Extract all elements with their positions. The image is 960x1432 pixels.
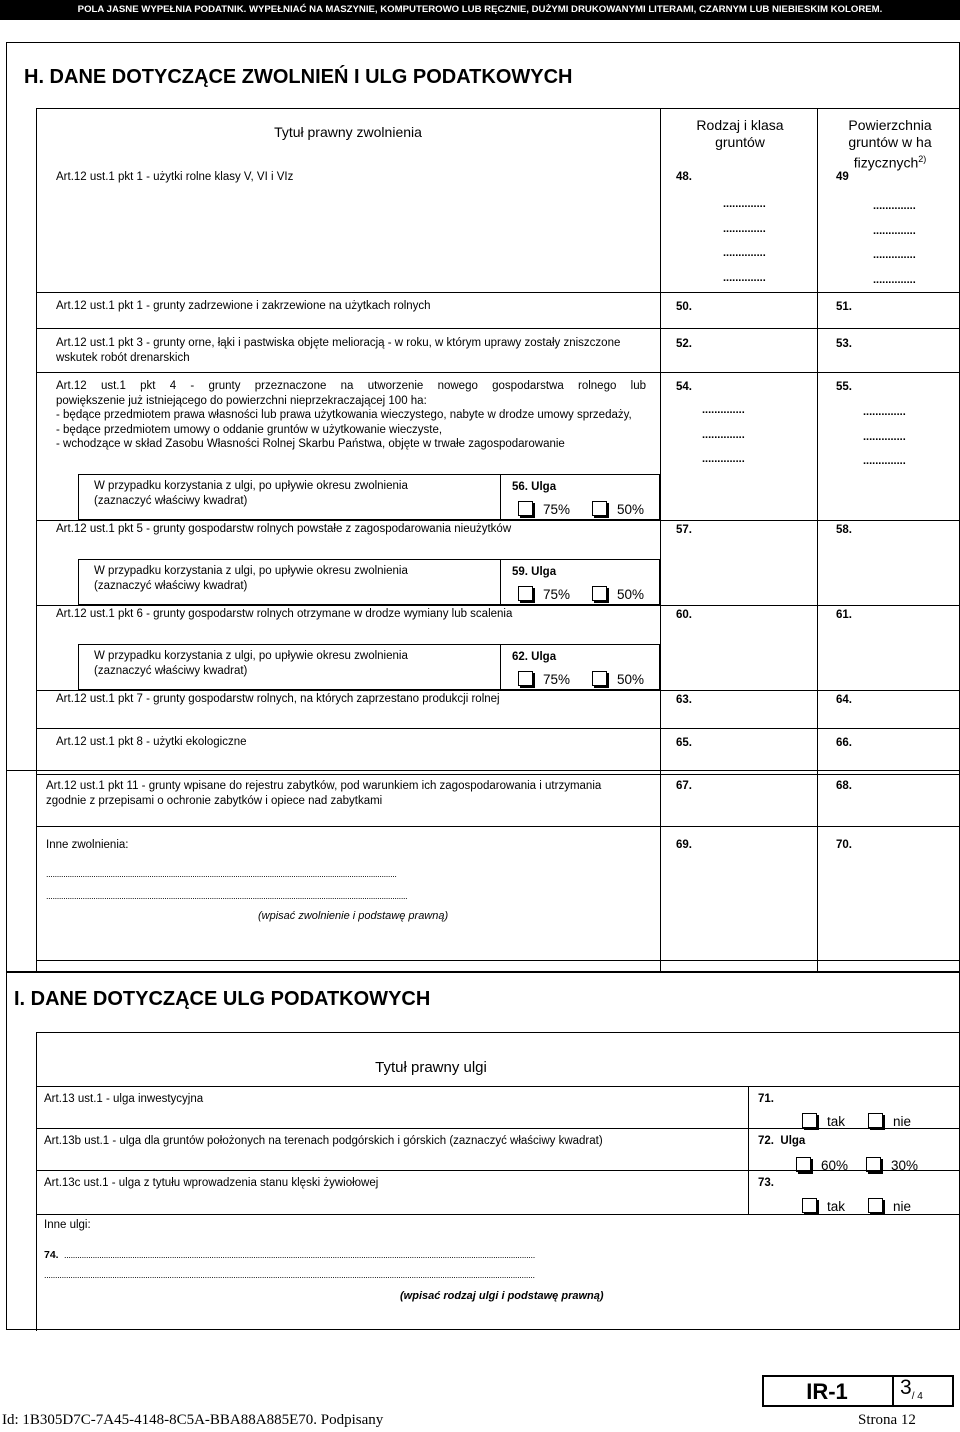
field-number-73: 73. xyxy=(758,1177,774,1189)
col-header-ulga: Tytuł prawny ulgi xyxy=(375,1059,487,1076)
col-header-kind: Rodzaj i klasa gruntów xyxy=(696,117,784,150)
row-label-54 xyxy=(56,379,646,452)
option-nie-71[interactable] xyxy=(868,1113,911,1129)
dots-line: .............. xyxy=(702,428,745,441)
col-header-area xyxy=(825,117,955,172)
ulga-sub: (zaznaczyć właściwy kwadrat) xyxy=(94,665,248,677)
field-number-61: 61. xyxy=(836,609,852,621)
row-divider xyxy=(36,1214,960,1215)
row-54-line: - będące przedmiotem umowy o oddanie gruntów w użytkowanie wieczyste, xyxy=(56,423,443,436)
field-number-68: 68. xyxy=(836,780,852,792)
dots-line: .............. xyxy=(873,249,916,261)
option-label: 75% xyxy=(543,502,571,517)
field-number-54: 54. xyxy=(676,381,692,393)
dots-line: .............. xyxy=(723,271,766,284)
document-id: Id: 1B305D7C-7A45-4148-8C5A-BBA88A885E70. Podpisany xyxy=(2,1412,384,1428)
col-divider xyxy=(817,108,818,972)
row-label-57: Art.12 ust.1 pkt 5 - grunty gospodarstw rolnych powstałe z zagospodarowania nieużytków xyxy=(56,523,512,535)
checkbox[interactable] xyxy=(592,671,607,686)
dots-line: .............. xyxy=(873,273,916,286)
field-number-65: 65. xyxy=(676,737,692,749)
footer-divider xyxy=(892,1375,894,1407)
other-ulgi-hint: (wpisać rodzaj ulgi i podstawę prawną) xyxy=(400,1290,604,1302)
field-number-64: 64. xyxy=(836,694,852,706)
ulga-row-label-72 xyxy=(44,1134,603,1149)
field-number-72 xyxy=(758,1134,805,1149)
row-divider xyxy=(36,372,960,373)
other-exemptions-label: Inne zwolnienia: xyxy=(46,839,129,851)
ulga-row-72-main: Art.13b ust.1 - ulga dla gruntów położonych na terenach podgórskich i górskich xyxy=(44,1135,447,1147)
field-number-48: 48. xyxy=(676,171,692,183)
row-54-line: - będące przedmiotem prawa własności lub prawa użytkowania wieczystego, nabyte w drodze umowy sprzedaży, xyxy=(56,409,632,421)
ulga-divider xyxy=(500,474,501,520)
field-number-57: 57. xyxy=(676,524,692,536)
row-54-line: - wchodzące w skład Zasobu Własności Rolnej Skarbu Państwa, objęte w trwałe zagospodarowanie xyxy=(56,438,565,450)
field-number-58: 58. xyxy=(836,524,852,536)
field-number-51: 51. xyxy=(836,301,852,313)
field-48-input[interactable] xyxy=(723,192,813,290)
dots-line: .............. xyxy=(702,453,745,465)
row-divider xyxy=(36,960,960,961)
page-current: 3 xyxy=(900,1376,912,1399)
checkbox[interactable] xyxy=(518,501,533,516)
section-i-title: I. DANE DOTYCZĄCE ULG PODATKOWYCH xyxy=(14,988,431,1010)
page-strona: Strona 12 xyxy=(858,1412,916,1428)
option-tak-71[interactable] xyxy=(802,1113,845,1129)
instruction-banner: POLA JASNE WYPEŁNIA PODATNIK. WYPEŁNIAĆ NA MASZYNIE, KOMPUTEROWO LUB RĘCZNIE, DUŻYMI DRUKOWANYMI LITERAMI, CZARNYM LUB NIEBIESKIM KOLOREM. xyxy=(0,0,960,20)
field-number-69: 69. xyxy=(676,839,692,851)
row-label-52: Art.12 ust.1 pkt 3 - grunty orne, łąki i pastwiska objęte melioracją - w roku, w którym uprawy zostały zniszczone wskutek robót drenarskich xyxy=(56,337,621,364)
field-number-74: 74. xyxy=(44,1249,59,1261)
option-label: 75% xyxy=(543,672,571,687)
option-label: tak xyxy=(827,1199,846,1214)
row-divider xyxy=(36,826,960,827)
field-number-59: 59. Ulga xyxy=(512,566,557,578)
field-number-55: 55. xyxy=(836,381,852,393)
ulga-sub: (zaznaczyć właściwy kwadrat) xyxy=(94,495,248,507)
section-h-title: H. DANE DOTYCZĄCE ZWOLNIEŃ I ULG PODATKOWYCH xyxy=(24,66,573,88)
option-50-62[interactable] xyxy=(592,671,644,687)
other-exemptions-dots-1[interactable]: ................................................................................................................................................................... xyxy=(46,869,397,879)
row-label-65: Art.12 ust.1 pkt 8 - użytki ekologiczne xyxy=(56,736,247,748)
row-divider xyxy=(36,774,960,775)
row-divider xyxy=(36,328,960,329)
row-divider xyxy=(36,1170,960,1171)
col-divider xyxy=(660,108,661,972)
checkbox[interactable] xyxy=(518,586,533,601)
row-divider xyxy=(36,292,960,293)
row-divider xyxy=(36,690,960,691)
option-label: tak xyxy=(827,1114,846,1129)
row-label-67: Art.12 ust.1 pkt 11 - grunty wpisane do rejestru zabytków, pod warunkiem ich zagospodarowania i utrzymania zgodnie z przepisami o ochronie zabytków i opiece nad zabytkami xyxy=(46,780,602,807)
ulga-row-label-71: Art.13 ust.1 - ulga inwestycyjna xyxy=(44,1093,204,1105)
row-label-48: Art.12 ust.1 pkt 1 - użytki rolne klasy V, VI i VIz xyxy=(56,171,294,183)
dots-line: .............. xyxy=(863,455,906,467)
row-divider xyxy=(36,728,960,729)
page-total: / 4 xyxy=(911,1391,923,1402)
field-number-60: 60. xyxy=(676,609,692,621)
row-label-50: Art.12 ust.1 pkt 1 - grunty zadrzewione i zakrzewione na użytkach rolnych xyxy=(56,300,431,312)
option-label: 50% xyxy=(617,587,645,602)
field-number-62: 62. Ulga xyxy=(512,651,557,663)
field-number-71: 71. xyxy=(758,1093,774,1105)
other-exemptions-dots-2[interactable]: ........................................................................................................................................................................ xyxy=(46,891,408,901)
ulga-row-label-73: Art.13c ust.1 - ulga z tytułu wprowadzenia stanu klęski żywiołowej xyxy=(44,1177,379,1189)
field-72-label: Ulga xyxy=(780,1135,806,1147)
row-label-60: Art.12 ust.1 pkt 6 - grunty gospodarstw rolnych otrzymane w drodze wymiany lub scalenia xyxy=(56,608,513,620)
row-divider xyxy=(36,520,960,521)
field-number-49: 49 xyxy=(836,171,849,183)
checkbox[interactable] xyxy=(592,501,607,516)
dots-line: .............. xyxy=(723,222,766,235)
other-exemptions-hint: (wpisać zwolnienie i podstawę prawną) xyxy=(258,910,449,922)
col-divider xyxy=(748,1086,749,1214)
checkbox[interactable] xyxy=(802,1113,817,1128)
field-number-67: 67. xyxy=(676,780,692,792)
field-54-input[interactable] xyxy=(702,398,812,472)
field-number-66: 66. xyxy=(836,737,852,749)
section-h-table xyxy=(36,108,960,971)
ulga-divider xyxy=(500,559,501,605)
form-code: IR-1 xyxy=(806,1379,848,1404)
field-number-52: 52. xyxy=(676,338,692,350)
field-number-70: 70. xyxy=(836,839,852,851)
row-54-line: powiększenie już istniejącego do powierzchni nieprzekraczającej 100 ha: xyxy=(56,394,427,407)
ulga-note: W przypadku korzystania z ulgi, po upływie okresu zwolnienia xyxy=(94,565,408,577)
other-ulgi-label: Inne ulgi: xyxy=(44,1219,91,1231)
dots-line: .............. xyxy=(723,247,766,259)
option-75-56[interactable] xyxy=(518,501,570,517)
row-54-line: Art.12 ust.1 pkt 4 - grunty przeznaczone na utworzenie nowego gospodarstwa rolnego lub xyxy=(56,380,646,392)
ulga-row-72-hint: (zaznaczyć właściwy kwadrat) xyxy=(449,1135,603,1147)
row-divider xyxy=(36,605,960,606)
col-header-area-sup: 2) xyxy=(918,154,927,164)
field-55-input[interactable] xyxy=(863,400,958,474)
option-label: nie xyxy=(893,1199,912,1214)
field-number-63: 63. xyxy=(676,694,692,706)
field-72-num: 72. xyxy=(758,1135,774,1147)
col-header-title: Tytuł prawny zwolnienia xyxy=(274,124,422,140)
dots-line: .............. xyxy=(873,200,916,212)
option-label: 60% xyxy=(821,1158,849,1173)
other-ulgi-dots-1[interactable]: ...................................................................................................................................................................................................................... xyxy=(64,1250,535,1260)
option-50-56[interactable] xyxy=(592,501,644,517)
field-number-50: 50. xyxy=(676,301,692,313)
option-75-59[interactable] xyxy=(518,586,570,602)
field-number-56: 56. Ulga xyxy=(512,481,557,493)
ulga-divider xyxy=(500,644,501,690)
dots-line: .............. xyxy=(863,430,906,443)
dots-line: .............. xyxy=(873,224,916,237)
ulga-note: W przypadku korzystania z ulgi, po upływie okresu zwolnienia xyxy=(94,650,408,662)
field-49-input[interactable] xyxy=(873,194,953,292)
other-ulgi-dots-2[interactable]: ............................................................................................................................................................................................................................... xyxy=(44,1270,535,1280)
dots-line: .............. xyxy=(723,198,766,210)
field-number-53: 53. xyxy=(836,338,852,350)
option-label: nie xyxy=(893,1114,912,1129)
row-label-63: Art.12 ust.1 pkt 7 - grunty gospodarstw rolnych, na których zaprzestano produkcji rolnej xyxy=(56,693,500,705)
option-75-62[interactable] xyxy=(518,671,570,687)
checkbox[interactable] xyxy=(518,671,533,686)
ulga-sub: (zaznaczyć właściwy kwadrat) xyxy=(94,580,248,592)
option-label: 75% xyxy=(543,587,571,602)
option-tak-73[interactable] xyxy=(802,1198,845,1214)
option-50-59[interactable] xyxy=(592,586,644,602)
option-label: 50% xyxy=(617,672,645,687)
page-number xyxy=(900,1376,923,1402)
row-divider xyxy=(36,1128,960,1129)
option-label: 50% xyxy=(617,502,645,517)
option-nie-73[interactable] xyxy=(868,1198,911,1214)
checkbox[interactable] xyxy=(868,1198,883,1213)
row-divider xyxy=(36,1086,960,1087)
option-label: 30% xyxy=(891,1158,919,1173)
checkbox[interactable] xyxy=(592,586,607,601)
row-divider xyxy=(6,770,960,771)
checkbox[interactable] xyxy=(868,1113,883,1128)
ulga-note: W przypadku korzystania z ulgi, po upływie okresu zwolnienia xyxy=(94,480,408,492)
checkbox[interactable] xyxy=(802,1198,817,1213)
dots-line: .............. xyxy=(863,406,906,418)
dots-line: .............. xyxy=(702,404,745,416)
col-header-area-label: Powierzchnia gruntów w ha fizycznych xyxy=(848,117,932,171)
